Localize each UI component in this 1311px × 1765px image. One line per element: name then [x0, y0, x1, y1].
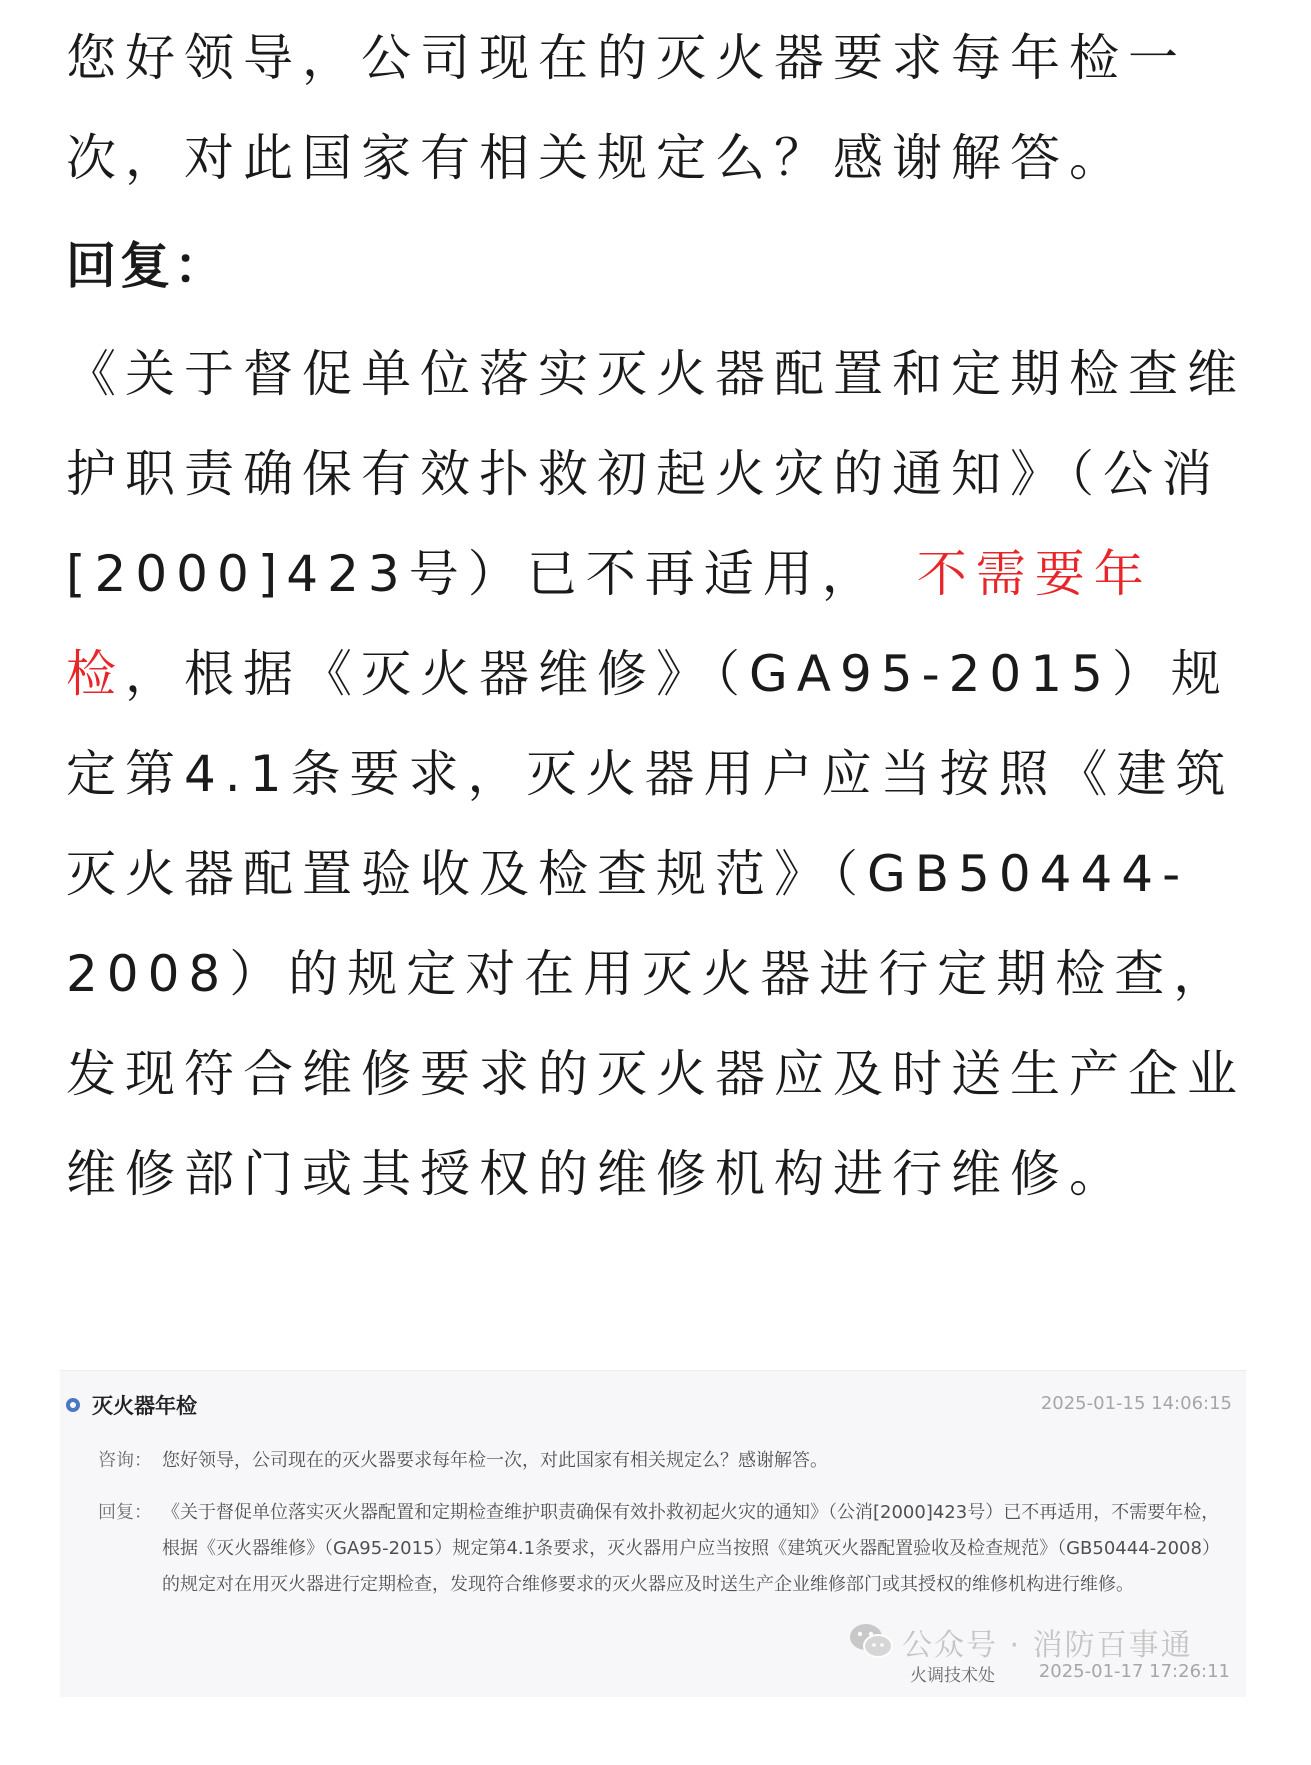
bullet-icon [66, 1398, 80, 1412]
card-question-row [98, 1443, 1230, 1479]
answer-paragraph [66, 324, 1246, 1224]
answer-highlight: 不需要年检 [66, 545, 1153, 703]
reply-org: 火调技术处 [910, 1666, 995, 1686]
card-title: 灭火器年检 [92, 1394, 197, 1418]
wechat-icon [848, 1622, 894, 1660]
card-timestamp: 2025-01-15 14:06:15 [1040, 1393, 1232, 1414]
article [66, 8, 1246, 1224]
reply-timestamp: 2025-01-17 17:26:11 [1038, 1661, 1230, 1682]
question-text: 您好领导，公司现在的灭火器要求每年检一次，对此国家有相关规定么？感谢解答。 [162, 1450, 828, 1471]
answer-text-part2: ，根据《灭火器维修》（GA95-2015）规定第4.1条要求，灭火器用户应当按照《建筑灭火器配置验收及检查规范》（GB50444-2008）的规定对在用灭火器进行定期检查，发现符合维修要求的灭火器应及时送生产企业维修部门或其授权的维修机构进行维修。 [66, 645, 1246, 1203]
answer-text-part1: 《关于督促单位落实灭火器配置和定期检查维护职责确保有效扑救初起火灾的通知》（公消[2000]423号）已不再适用， [66, 345, 1246, 603]
card-header [66, 1389, 1232, 1425]
answer-text: 《关于督促单位落实灭火器配置和定期检查维护职责确保有效扑救初起火灾的通知》（公消[2000]423号）已不再适用，不需要年检，根据《灭火器维修》（GA95-2015）规定第4.1条要求，灭火器用户应当按照《建筑灭火器配置验收及检查规范》（GB50444-2008）的规定对在用灭火器进行定期检查，发现符合维修要求的灭火器应及时送生产企业维修部门或其授权的维修机构进行维修。 [162, 1502, 1220, 1595]
card-answer-row [98, 1495, 1230, 1603]
question-label: 咨询： [98, 1450, 152, 1471]
question-paragraph: 您好领导，公司现在的灭火器要求每年检一次，对此国家有相关规定么？感谢解答。 [66, 29, 1187, 187]
watermark-text: 公众号 · 消防百事通 [902, 1628, 1193, 1663]
reply-heading: 回复： [66, 237, 228, 295]
answer-label: 回复： [98, 1502, 152, 1523]
